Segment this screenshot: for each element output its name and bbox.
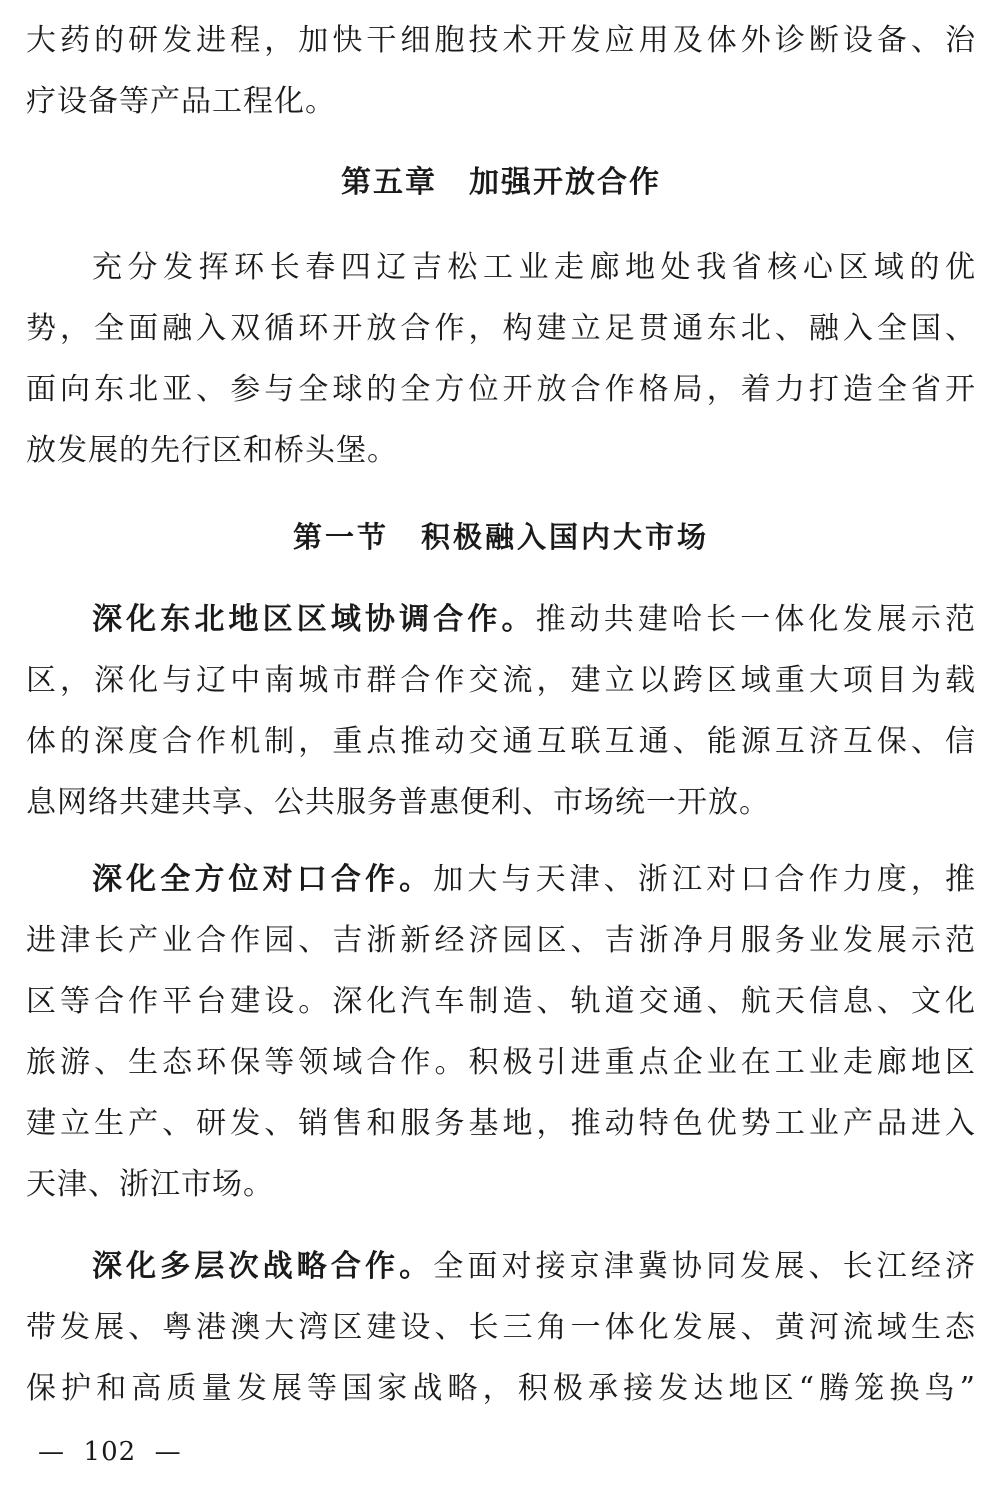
text-line: [26, 849, 976, 910]
text-line: 保护和高质量发展等国家战略，积极承接发达地区“腾笼换鸟”: [26, 1371, 976, 1406]
text-line: 天津、浙江市场。: [26, 1167, 274, 1202]
text-line: 疗设备等产品工程化。: [26, 84, 336, 119]
text-line: 旅游、生态环保等领域合作。积极引进重点企业在工业走廊地区: [26, 1045, 976, 1080]
paragraph-northeast-cooperation: [26, 589, 976, 833]
text-line: 区等合作平台建设。深化汽车制造、轨道交通、航天信息、文化: [26, 984, 976, 1019]
intro-paragraph: [26, 10, 976, 132]
paragraph-lead: 深化多层次战略合作。: [92, 1249, 434, 1284]
text-line: 息网络共建共享、公共服务普惠便利、市场统一开放。: [26, 785, 770, 820]
chapter-intro-paragraph: [26, 237, 976, 481]
text-line: 体的深度合作机制，重点推动交通互联互通、能源互济互保、信: [26, 724, 976, 759]
text-segment: 全面对接京津冀协同发展、长江经济: [433, 1249, 976, 1284]
text-line: 区，深化与辽中南城市群合作交流，建立以跨区域重大项目为载: [26, 663, 976, 698]
text-line: 建立生产、研发、销售和服务基地，推动特色优势工业产品进入: [26, 1106, 976, 1141]
text-line: 大药的研发进程，加快干细胞技术开发应用及体外诊断设备、治: [26, 23, 976, 58]
paragraph-counterpart-cooperation: [26, 849, 976, 1215]
text-segment: 推动共建哈长一体化发展示范: [535, 602, 976, 637]
paragraph-lead: 深化全方位对口合作。: [92, 862, 434, 897]
text-line: [26, 1236, 976, 1297]
text-line: 势，全面融入双循环开放合作，构建立足贯通东北、融入全国、: [26, 311, 976, 346]
paragraph-strategic-cooperation: [26, 1236, 976, 1419]
section-title: 第一节 积极融入国内大市场: [292, 520, 709, 554]
text-line: 带发展、粤港澳大湾区建设、长三角一体化发展、黄河流域生态: [26, 1310, 976, 1345]
page-number: — 102 —: [38, 1437, 182, 1467]
paragraph-lead: 深化东北地区区域协调合作。: [92, 602, 536, 637]
text-line: 充分发挥环长春四辽吉松工业走廊地处我省核心区域的优: [92, 250, 976, 285]
text-line: 放发展的先行区和桥头堡。: [26, 433, 398, 468]
chapter-title: 第五章 加强开放合作: [341, 165, 661, 200]
text-line: 面向东北亚、参与全球的全方位开放合作格局，着力打造全省开: [26, 372, 976, 407]
text-line: 进津长产业合作园、吉浙新经济园区、吉浙净月服务业发展示范: [26, 923, 976, 958]
text-segment: 加大与天津、浙江对口合作力度，推: [433, 862, 976, 897]
text-line: [26, 589, 976, 650]
